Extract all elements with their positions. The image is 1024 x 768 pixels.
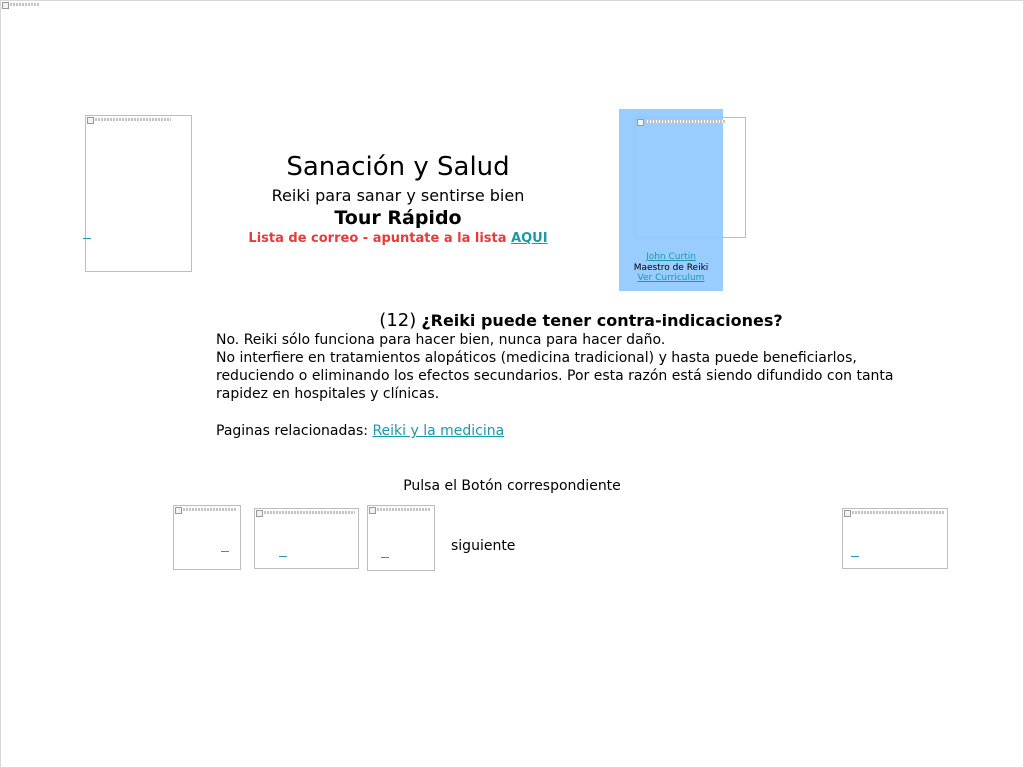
page-subtitle: Reiki para sanar y sentirse bien bbox=[271, 186, 525, 205]
header-left-link[interactable] bbox=[83, 238, 91, 239]
nav-button-1[interactable] bbox=[173, 505, 241, 570]
corner-image bbox=[1, 1, 43, 7]
question-number: (12) bbox=[379, 310, 417, 331]
nav-button-2-link[interactable] bbox=[279, 556, 287, 557]
image-alt-text bbox=[10, 3, 40, 6]
next-label: siguiente bbox=[451, 538, 516, 554]
broken-image-icon bbox=[87, 117, 94, 124]
tour-heading: Tour Rápido bbox=[334, 207, 462, 229]
nav-button-2[interactable] bbox=[254, 508, 359, 569]
answer-line-1: No. Reiki sólo funciona para hacer bien, nunca para hacer daño. bbox=[216, 332, 666, 348]
image-alt-text bbox=[264, 511, 355, 514]
author-photo bbox=[635, 117, 746, 238]
author-role: Maestro de Reiki bbox=[633, 263, 709, 273]
nav-instruction: Pulsa el Botón correspondiente bbox=[403, 478, 621, 494]
answer-text bbox=[216, 331, 916, 403]
broken-image-icon bbox=[2, 2, 9, 9]
related-label: Paginas relacionadas: bbox=[216, 423, 368, 439]
image-alt-text bbox=[852, 511, 944, 514]
broken-image-icon bbox=[369, 507, 376, 514]
nav-button-3[interactable] bbox=[367, 505, 435, 571]
broken-image-icon bbox=[637, 119, 644, 126]
related-link[interactable]: Reiki y la medicina bbox=[372, 423, 505, 439]
mailing-list-link[interactable]: AQUI bbox=[511, 231, 548, 246]
question-text: ¿Reiki puede tener contra-indicaciones? bbox=[421, 311, 783, 330]
mailing-list-text: Lista de correo - apuntate a la lista bbox=[248, 231, 507, 246]
image-alt-text bbox=[645, 120, 725, 123]
mailing-list-notice bbox=[200, 231, 596, 246]
author-box bbox=[619, 109, 723, 291]
answer-line-2: No interfiere en tratamientos alopáticos (medicina tradicional) y hasta puede beneficiarlos, reduciendo o eliminando los efectos secundarios. Por esta razón está siendo difundido con tanta rapidez en hospitales y clínicas. bbox=[216, 350, 894, 402]
nav-button-next-link[interactable] bbox=[851, 556, 859, 557]
nav-button-1-link[interactable] bbox=[221, 551, 229, 552]
image-alt-text bbox=[377, 508, 431, 511]
question-heading bbox=[216, 310, 946, 331]
header-left-image bbox=[85, 115, 192, 272]
broken-image-icon bbox=[844, 510, 851, 517]
nav-button-3-link[interactable] bbox=[381, 557, 389, 558]
page-title: Sanación y Salud bbox=[286, 152, 510, 182]
curriculum-link[interactable]: Ver Curriculum bbox=[637, 273, 705, 283]
image-alt-text bbox=[95, 118, 171, 121]
broken-image-icon bbox=[175, 507, 182, 514]
nav-button-next[interactable] bbox=[842, 508, 948, 569]
image-alt-text bbox=[183, 508, 237, 511]
related-pages bbox=[216, 423, 504, 439]
broken-image-icon bbox=[256, 510, 263, 517]
author-name-link[interactable]: John Curtin bbox=[646, 252, 696, 262]
